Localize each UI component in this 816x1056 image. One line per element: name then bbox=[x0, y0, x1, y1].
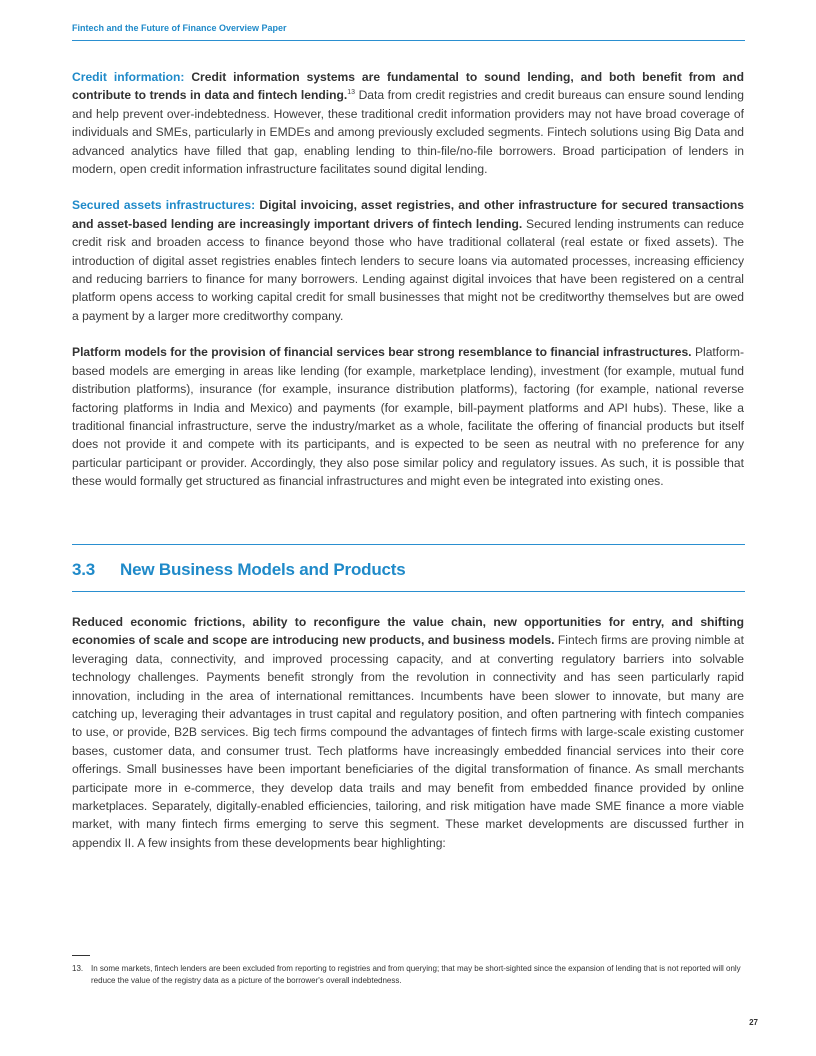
page-number: 27 bbox=[749, 1018, 758, 1027]
paragraph-new-business-models bbox=[72, 613, 744, 852]
paragraph-bold-statement: Platform models for the provision of financial services bear strong resemblance to financial infrastructures. bbox=[72, 345, 692, 360]
paragraph-body: Fintech firms are proving nimble at leveraging data, connectivity, and improved processing capacity, and at converting regulatory barriers into solvable technology challenges. Payments benefit strongly from the revolution in connectivity and has seen particularly rapid innovation, including in the area of international remittances. Incumbents have been slower to innovate, but many are catching up, leveraging their advantages in trust capital and regulatory position, and often partnering with fintech companies to use, or provide, B2B services. Big tech firms compound the advantages of fintech firms with large-scale existing customer bases, customer data, and consumer trust. Tech platforms have increasingly embedded financial services into their core offerings. Small businesses have been important beneficiaries of the digital transformation of finance. As small merchants participate more in e-commerce, they develop data trails and may benefit from embedded finance provided by online marketplaces. Separately, digitally-enabled efficiencies, tailoring, and risk mitigation have made SME finance a more viable market, with many fintech firms emerging to serve this segment. These market developments are discussed further in appendix II. A few insights from these developments bear highlighting: bbox=[72, 633, 744, 850]
body-text-section bbox=[72, 613, 744, 870]
paragraph-body: Data from credit registries and credit bureaus can ensure sound lending and help prevent over-indebtedness. However, these traditional credit information providers may not have broad coverage of individuals and SMEs, particularly in EMDEs and among previously excluded segments. Fintech solutions using Big Data and advanced analytics have filled that gap, enabling lending to thin-file/no-file borrowers. Broad participation of lenders in modern, open credit information infrastructure facilitates sound digital lending. bbox=[72, 88, 744, 177]
paragraph-bold-statement: Digital invoicing, asset registries, and other infrastructure for secured transactions and asset-based lending are increasingly important drivers of fintech lending. bbox=[72, 198, 744, 231]
footnote bbox=[72, 963, 744, 986]
section-divider-top bbox=[72, 544, 745, 545]
section-divider-bottom bbox=[72, 591, 745, 592]
paragraph-body: Secured lending instruments can reduce credit risk and broaden access to finance beyond those who have traditional collateral (real estate or fixed assets). The introduction of digital asset registries enables fintech lenders to secure loans via automated processes, increasing efficiency and reducing barriers to finance for many borrowers. Lending against digital invoices that have been registered on a central platform opens access to working capital credit for small businesses that might not be creditworthy themselves but are owed a payment by a larger more creditworthy company. bbox=[72, 216, 744, 323]
paragraph-secured-assets bbox=[72, 196, 744, 325]
paragraph-bold-statement: Credit information systems are fundamental to sound lending, and both benefit from and contribute to trends in data and fintech lending. bbox=[72, 70, 744, 103]
footnote-ref[interactable]: 13 bbox=[347, 89, 356, 97]
footnote-number: 13. bbox=[72, 964, 84, 973]
body-text-top bbox=[72, 68, 744, 509]
paragraph-body: Platform-based models are emerging in areas like lending (for example, marketplace lending), investment (for example, mutual fund distribution platforms), insurance (for example, insurance distribution platforms), factoring (for example, national reverse factoring platforms in India and Mexico) and payments (for example, bill-payment platforms and API hubs). These, like a traditional financial infrastructure, serve the industry/market as a whole, facilitate the offering of financial products but itself does not provide it and compete with its participants, and is expected to be seen as neutral with no preference for any particular participant or provider. Accordingly, they also pose similar policy and regulatory issues. As such, it is possible that these would formally get structured as financial infrastructures and might even be integrated into existing ones. bbox=[72, 345, 745, 489]
paragraph-credit-information bbox=[72, 68, 744, 178]
paragraph-bold-statement: Reduced economic frictions, ability to reconfigure the value chain, new opportunities for entry, and shifting economies of scale and scope are introducing new products, and business models. bbox=[72, 615, 744, 648]
section-title: New Business Models and Products bbox=[120, 560, 406, 579]
paragraph-platform-models bbox=[72, 343, 744, 490]
header-divider bbox=[72, 40, 745, 41]
paragraph-lead: Secured assets infrastructures: bbox=[72, 198, 256, 213]
section-heading bbox=[72, 560, 406, 580]
running-header-title: Fintech and the Future of Finance Overview Paper bbox=[72, 23, 287, 33]
section-number: 3.3 bbox=[72, 560, 96, 579]
paragraph-lead: Credit information: bbox=[72, 70, 185, 84]
footnote-divider bbox=[72, 955, 90, 956]
footnote-text: In some markets, fintech lenders are been excluded from reporting to registries and from querying; that may be short-sighted since the expansion of lending that is not reported will only reduce the value of the registry data as a picture of the borrower's overall indebtedness. bbox=[91, 964, 741, 985]
